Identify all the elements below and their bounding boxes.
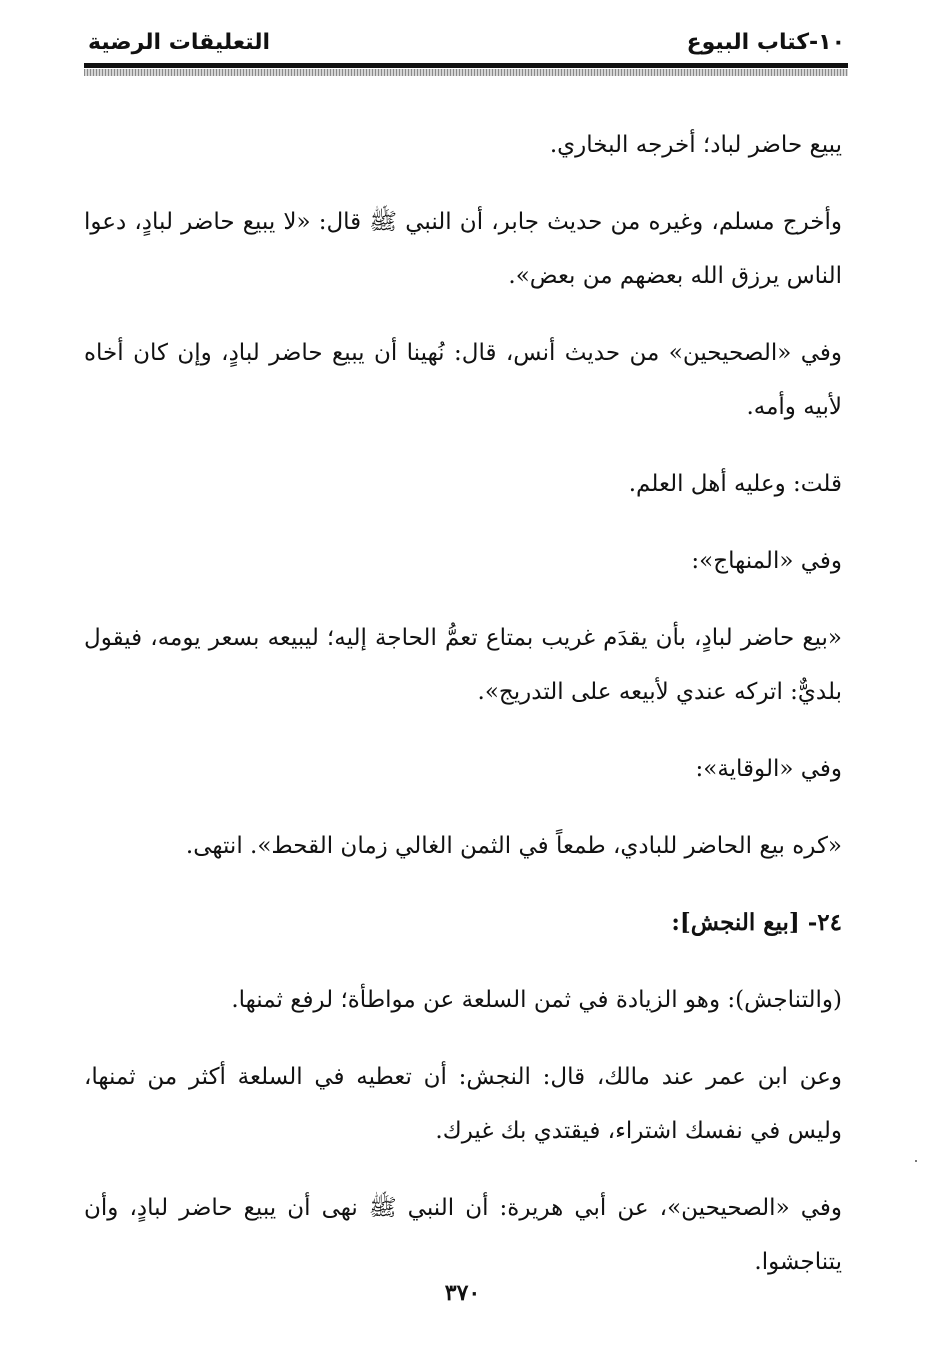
page-body <box>84 118 842 1312</box>
header-rule-shading <box>84 69 848 76</box>
header-rule <box>84 63 848 68</box>
margin-speck <box>915 1160 917 1162</box>
paragraph: وأخرج مسلم، وغيره من حديث جابر، أن النبي ﷺ قال: «لا يبيع حاضر لبادٍ، دعوا الناس يرزق الله بعضهم من بعض». <box>84 209 842 289</box>
paragraph: وفي «المنهاج»: <box>691 548 842 574</box>
paragraph: وفي «الصحيحين» من حديث أنس، قال: نُهينا أن يبيع حاضر لبادٍ، وإن كان أخاه لأبيه وأمه. <box>84 340 842 420</box>
paragraph: وفي «الصحيحين»، عن أبي هريرة: أن النبي ﷺ نهى أن يبيع حاضر لبادٍ، وأن يتناجشوا. <box>84 1195 842 1275</box>
paragraph: قلت: وعليه أهل العلم. <box>628 471 842 497</box>
paragraph: وفي «الوقاية»: <box>695 756 842 782</box>
running-header <box>80 28 845 62</box>
paragraph: «بيع حاضر لبادٍ، بأن يقدَم غريب بمتاع تعمُّ الحاجة إليه؛ ليبيعه بسعر يومه، فيقول بلديٌّ: اتركه عندي لأبيعه على التدريج». <box>84 625 842 705</box>
chapter-title: ١٠-كتاب البيوع <box>686 30 845 55</box>
book-title: التعليقات الرضية <box>88 30 271 55</box>
page-number: ٣٧٠ <box>444 1280 481 1306</box>
section-heading: ٢٤- [بيع النجش]: <box>671 909 842 936</box>
paragraph: (والتناجش): وهو الزيادة في ثمن السلعة عن مواطأة؛ لرفع ثمنها. <box>231 987 842 1013</box>
paragraph: وعن ابن عمر عند مالك، قال: النجش: أن تعطيه في السلعة أكثر من ثمنها، وليس في نفسك اشتراء، فيقتدي بك غيرك. <box>84 1064 842 1144</box>
paragraph: يبيع حاضر لباد؛ أخرجه البخاري. <box>549 132 842 158</box>
paragraph: «كره بيع الحاضر للبادي، طمعاً في الثمن الغالي زمان القحط». انتهى. <box>185 833 842 859</box>
